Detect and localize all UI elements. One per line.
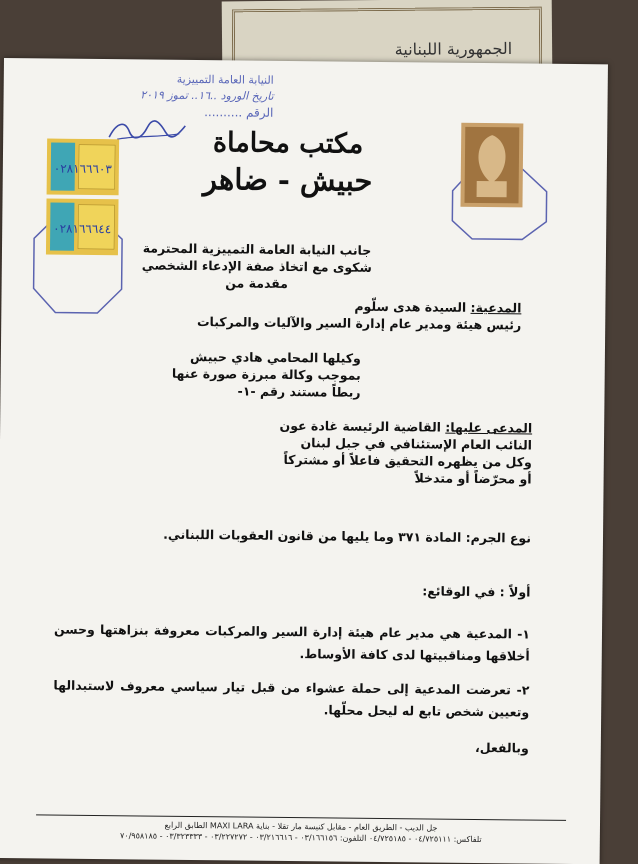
fact-item-1: ١- المدعية هي مدير عام هيئة إدارة السير والمركبات معروفة بنزاهتها وحسن أخلاقها ومناقبيتها لدى كافة الأوساط. [53,621,531,664]
crime-type: نوع الجرم: المادة ٣٧١ وما يليها من قانون العقوبات اللبناني. [163,526,532,546]
letterhead-line1: مكتب محاماة [212,127,364,160]
letterhead-footer [26,818,576,846]
plaintiff-section [151,296,521,334]
receipt-stamp-office: النيابة العامة التمييزية [176,72,274,87]
fiscal-stamp-serial-2: ٠٢٨١٦٦٦٤٤ [53,221,112,237]
closing-text: وبالفعل، [474,739,529,756]
letterhead-line2: حبيش - ضاهر [202,162,373,198]
attorney-line3: ربطاً مستند رقم -١- [237,383,361,400]
defendant-section [200,416,533,487]
section-heading: أولاً : في الوقائع: [422,583,531,600]
addressee-line1: جانب النيابة العامة التمييزية المحترمة [142,240,372,258]
receipt-stamp-number: الرقم .......... [204,105,274,120]
addressee [132,239,383,293]
addressee-line2: شكوى مع اتخاذ صفة الإدعاء الشخصي [141,257,372,275]
defendant-line4: أو محرّضاً أو متدخلاً [414,470,532,487]
defendant-line3: وكل من يظهره التحقيق فاعلاً أو مشتركاً [283,451,532,470]
plaintiff-title: رئيس هيئة ومدير عام إدارة السير والآليات والمركبات [196,314,522,333]
fiscal-stamps-icon [25,138,127,319]
attorney-section [140,347,361,400]
defendant-name: القاضية الرئيسة غادة عون [279,417,446,435]
background-document-title: الجمهورية اللبنانية [394,38,513,59]
addressee-line3: مقدمة من [225,275,289,291]
footer-address: جل الديب - الطريق العام - مقابل كنيسة مار تقلا - بناية MAXI LARA الطابق الرابع [164,820,438,833]
receipt-stamp-date: تاريخ الورود ..١٦.. تموز ٢٠١٩ [140,88,274,103]
attorney-line2: بموجب وكالة مبرزة صورة عنها [171,365,361,383]
attorney-line1: وكيلها المحامي هادي حبيش [189,348,361,366]
complaint-document [0,58,608,864]
receipt-stamp [123,71,273,121]
letterhead [173,126,404,200]
plaintiff-name: السيدة هدى سلّوم [354,298,471,315]
fiscal-stamp-serial-1: ٠٢٨١٦٦٦٠٣ [53,161,112,177]
footer-phones: تلفاكس: ٠٤/٧٢٥١١١ - ٠٤/٧٢٥١٨٥ التلفون: ٠٣/١٦٦١٥٦ - ٠٣/٢١٦٦١٦ - ٠٣/٢٢٧٢٧٢ - ٠٣/٣٢٣٣٣٣ - ٧٠/٩٥٨١٨٥ [119,831,482,845]
postage-stamp-icon [442,121,553,242]
fact-item-2: ٢- تعرضت المدعية إلى حملة عشواء من قبل تيار سياسي معروف لاستبدالها وتعيين شخص تابع له ليحل محلّها. [53,677,530,720]
defendant-line2: النائب العام الإستئنافي في جبل لبنان [300,435,533,453]
plaintiff-label: المدعية: [470,299,522,316]
defendant-label: المدعى عليها: [445,419,533,436]
